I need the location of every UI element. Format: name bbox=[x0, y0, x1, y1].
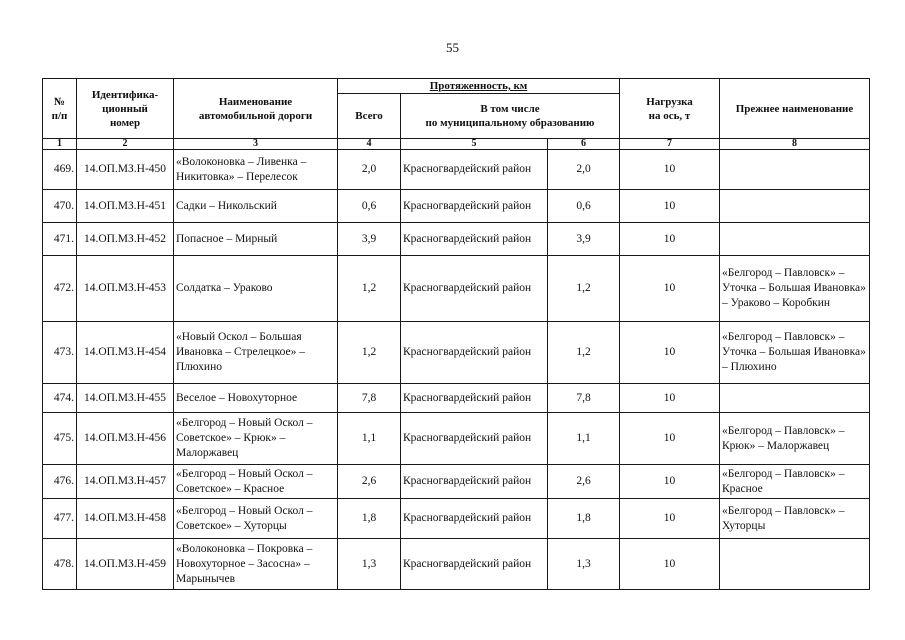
road-id: 14.ОП.МЗ.Н-455 bbox=[77, 384, 174, 413]
page-number: 55 bbox=[446, 40, 459, 55]
district: Красногвардейский район bbox=[401, 384, 548, 413]
axle-load: 10 bbox=[620, 539, 720, 590]
road-name: «Волоконовка – Покровка – Новохуторное – Засосна» – Марынычев bbox=[174, 539, 338, 590]
road-id: 14.ОП.МЗ.Н-450 bbox=[77, 150, 174, 190]
header-former-name: Прежнее наименование bbox=[720, 79, 870, 139]
header-total-length: Всего bbox=[338, 94, 401, 139]
row-number: 475. bbox=[43, 413, 77, 465]
district: Красногвардейский район bbox=[401, 539, 548, 590]
former-name: «Белгород – Павловск» – Уточка – Большая Ивановка» – Ураково – Коробкин bbox=[720, 256, 870, 322]
axle-load: 10 bbox=[620, 384, 720, 413]
column-number: 5 bbox=[401, 139, 548, 150]
total-length: 1,2 bbox=[338, 322, 401, 384]
column-number: 6 bbox=[548, 139, 620, 150]
header-road-name: Наименование автомобильной дороги bbox=[174, 79, 338, 139]
header-axle-load: Нагрузка на ось, т bbox=[620, 79, 720, 139]
district: Красногвардейский район bbox=[401, 322, 548, 384]
district-length: 7,8 bbox=[548, 384, 620, 413]
axle-load: 10 bbox=[620, 190, 720, 223]
road-name: Солдатка – Ураково bbox=[174, 256, 338, 322]
road-name: «Белгород – Новый Оскол – Советское» – Красное bbox=[174, 465, 338, 499]
former-name: «Белгород – Павловск» – Хуторцы bbox=[720, 499, 870, 539]
table-row bbox=[43, 499, 870, 539]
table-row bbox=[43, 413, 870, 465]
axle-load: 10 bbox=[620, 256, 720, 322]
district-length: 3,9 bbox=[548, 223, 620, 256]
total-length: 2,6 bbox=[338, 465, 401, 499]
header-identifier: Идентифика- ционный номер bbox=[77, 79, 174, 139]
former-name bbox=[720, 190, 870, 223]
axle-load: 10 bbox=[620, 465, 720, 499]
district-length: 1,2 bbox=[548, 256, 620, 322]
road-id: 14.ОП.МЗ.Н-453 bbox=[77, 256, 174, 322]
table-row bbox=[43, 190, 870, 223]
table-row bbox=[43, 223, 870, 256]
column-number: 3 bbox=[174, 139, 338, 150]
row-number: 469. bbox=[43, 150, 77, 190]
road-name: «Белгород – Новый Оскол – Советское» – Крюк» – Малоржавец bbox=[174, 413, 338, 465]
former-name: «Белгород – Павловск» – Уточка – Большая Ивановка» – Плюхино bbox=[720, 322, 870, 384]
road-name: «Новый Оскол – Большая Ивановка – Стрелецкое» – Плюхино bbox=[174, 322, 338, 384]
header-length-group: Протяженность, км bbox=[338, 79, 620, 94]
district-length: 0,6 bbox=[548, 190, 620, 223]
road-name: Попасное – Мирный bbox=[174, 223, 338, 256]
district: Красногвардейский район bbox=[401, 150, 548, 190]
former-name bbox=[720, 223, 870, 256]
row-number: 477. bbox=[43, 499, 77, 539]
total-length: 0,6 bbox=[338, 190, 401, 223]
district: Красногвардейский район bbox=[401, 499, 548, 539]
header-row-number: № п/п bbox=[43, 79, 77, 139]
table-row bbox=[43, 256, 870, 322]
district: Красногвардейский район bbox=[401, 413, 548, 465]
district-length: 1,8 bbox=[548, 499, 620, 539]
total-length: 1,3 bbox=[338, 539, 401, 590]
column-number: 4 bbox=[338, 139, 401, 150]
road-name: «Волоконовка – Ливенка – Никитовка» – Перелесок bbox=[174, 150, 338, 190]
former-name bbox=[720, 150, 870, 190]
header-municipal-length: В том числе по муниципальному образованию bbox=[401, 94, 620, 139]
total-length: 7,8 bbox=[338, 384, 401, 413]
row-number: 478. bbox=[43, 539, 77, 590]
row-number: 471. bbox=[43, 223, 77, 256]
district-length: 1,1 bbox=[548, 413, 620, 465]
total-length: 1,8 bbox=[338, 499, 401, 539]
table-row bbox=[43, 150, 870, 190]
row-number: 472. bbox=[43, 256, 77, 322]
table-row bbox=[43, 465, 870, 499]
district-length: 2,6 bbox=[548, 465, 620, 499]
district-length: 2,0 bbox=[548, 150, 620, 190]
district: Красногвардейский район bbox=[401, 256, 548, 322]
former-name bbox=[720, 539, 870, 590]
table-row bbox=[43, 384, 870, 413]
former-name bbox=[720, 384, 870, 413]
column-number: 1 bbox=[43, 139, 77, 150]
table-row bbox=[43, 322, 870, 384]
axle-load: 10 bbox=[620, 413, 720, 465]
column-number: 8 bbox=[720, 139, 870, 150]
row-number: 474. bbox=[43, 384, 77, 413]
total-length: 3,9 bbox=[338, 223, 401, 256]
former-name: «Белгород – Павловск» – Крюк» – Малоржавец bbox=[720, 413, 870, 465]
district-length: 1,2 bbox=[548, 322, 620, 384]
road-name: Веселое – Новохуторное bbox=[174, 384, 338, 413]
axle-load: 10 bbox=[620, 223, 720, 256]
district: Красногвардейский район bbox=[401, 190, 548, 223]
axle-load: 10 bbox=[620, 499, 720, 539]
total-length: 1,2 bbox=[338, 256, 401, 322]
column-number: 2 bbox=[77, 139, 174, 150]
roads-table bbox=[42, 78, 870, 590]
road-name: Садки – Никольский bbox=[174, 190, 338, 223]
road-id: 14.ОП.МЗ.Н-457 bbox=[77, 465, 174, 499]
former-name: «Белгород – Павловск» – Красное bbox=[720, 465, 870, 499]
axle-load: 10 bbox=[620, 322, 720, 384]
road-id: 14.ОП.МЗ.Н-454 bbox=[77, 322, 174, 384]
column-number: 7 bbox=[620, 139, 720, 150]
district: Красногвардейский район bbox=[401, 465, 548, 499]
total-length: 2,0 bbox=[338, 150, 401, 190]
row-number: 470. bbox=[43, 190, 77, 223]
road-name: «Белгород – Новый Оскол – Советское» – Хуторцы bbox=[174, 499, 338, 539]
axle-load: 10 bbox=[620, 150, 720, 190]
road-id: 14.ОП.МЗ.Н-451 bbox=[77, 190, 174, 223]
district: Красногвардейский район bbox=[401, 223, 548, 256]
road-id: 14.ОП.МЗ.Н-459 bbox=[77, 539, 174, 590]
row-number: 473. bbox=[43, 322, 77, 384]
road-id: 14.ОП.МЗ.Н-458 bbox=[77, 499, 174, 539]
road-id: 14.ОП.МЗ.Н-456 bbox=[77, 413, 174, 465]
table-row bbox=[43, 539, 870, 590]
row-number: 476. bbox=[43, 465, 77, 499]
road-id: 14.ОП.МЗ.Н-452 bbox=[77, 223, 174, 256]
total-length: 1,1 bbox=[338, 413, 401, 465]
district-length: 1,3 bbox=[548, 539, 620, 590]
